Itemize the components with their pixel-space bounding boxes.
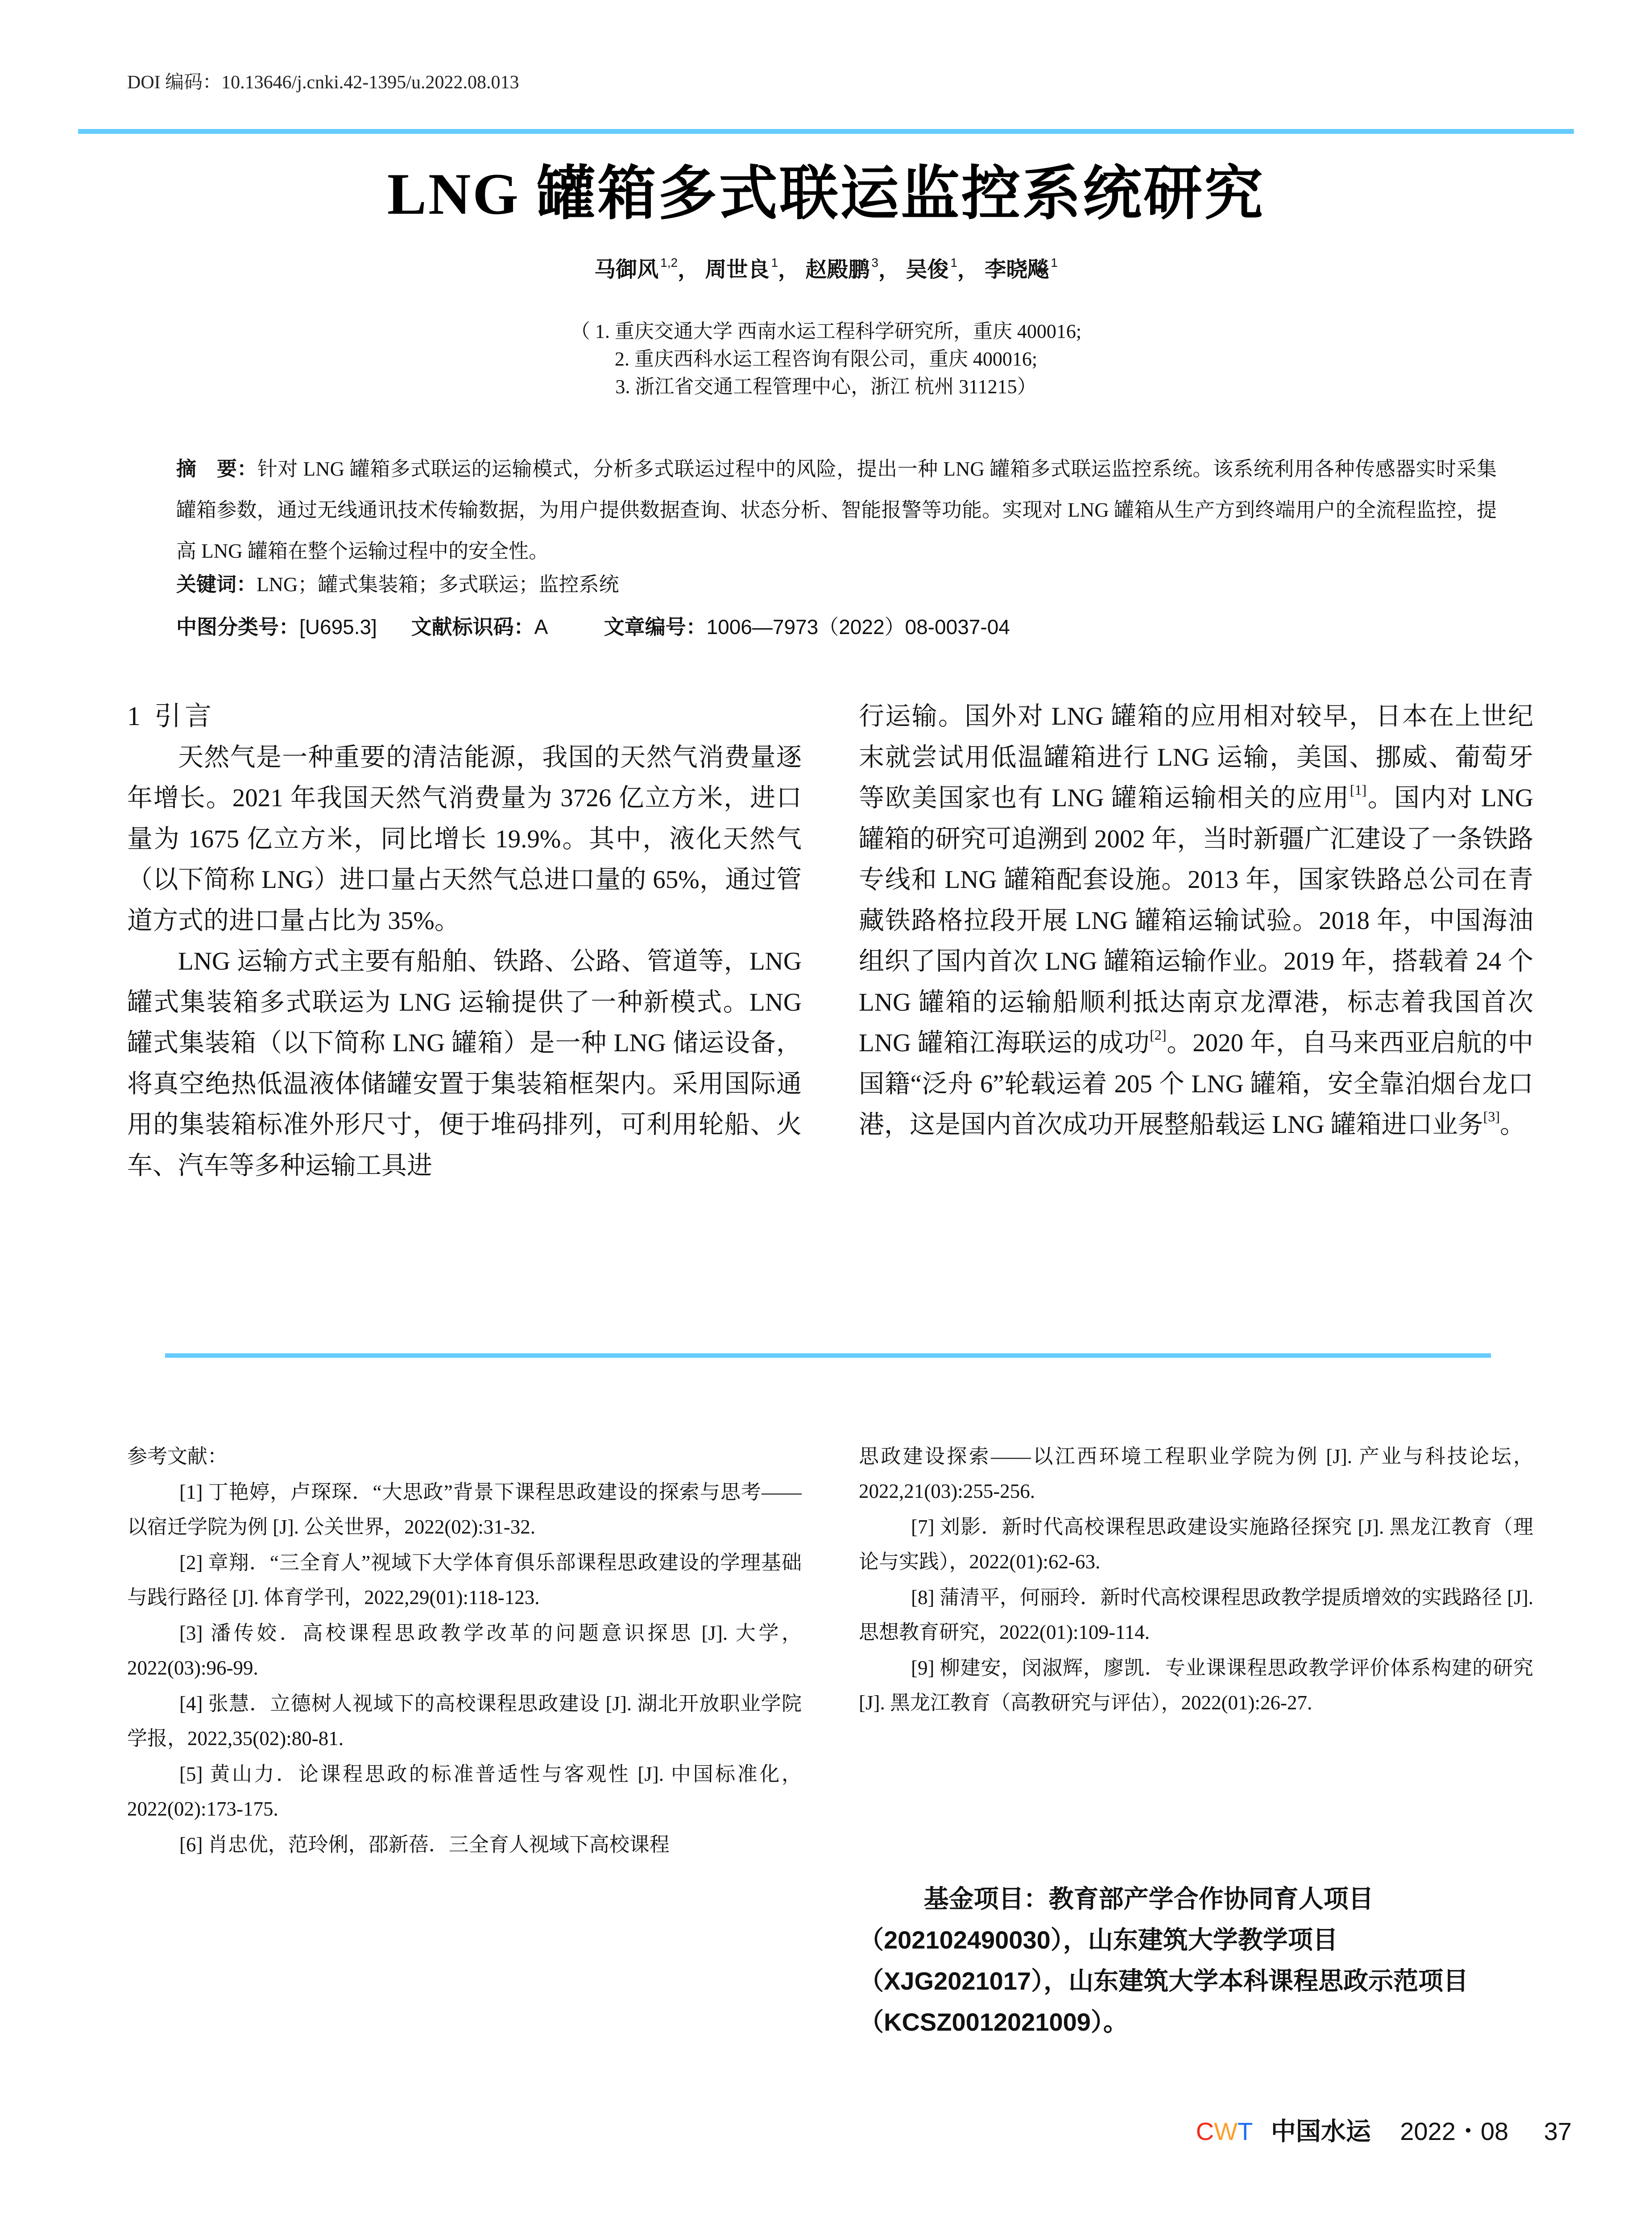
- reference-item-continuation: 思政建设探索——以江西环境工程职业学院为例 [J]. 产业与科技论坛，2022,21(03):255-256.: [859, 1445, 1533, 1502]
- body-paragraph: 行运输。国外对 LNG 罐箱的应用相对较早，日本在上世纪末就尝试用低温罐箱进行 LNG 运输，美国、挪威、葡萄牙等欧美国家也有 LNG 罐箱运输相关的应用[1]。国内对 LNG 罐箱的研究可追溯到 2002 年，当时新疆广汇建设了一条铁路专线和 LNG 罐箱配套设施。2013 年，国家铁路总公司在青藏铁路格拉段开展 LNG 罐箱运输试验。2018 年，中国海油组织了国内首次 LNG 罐箱运输作业。2019 年，搭载着 24 个 LNG 罐箱的运输船顺利抵达南京龙潭港，标志着我国首次 LNG 罐箱江海联运的成功[2]。2020 年，自马来西亚启航的中国籍“泛舟 6”轮载运着 205 个 LNG 罐箱，安全靠泊烟台龙口港，这是国内首次成功开展整船载运 LNG 罐箱进口业务[3]。: [859, 702, 1533, 1139]
- affiliations: [0, 318, 1652, 401]
- citation[interactable]: [2]: [1150, 1027, 1167, 1043]
- reference-item: [6] 肖忠优，范玲俐，邵新蓓．三全育人视域下高校课程: [179, 1833, 670, 1856]
- keywords-label: 关键词：: [176, 573, 257, 596]
- cwt-logo-c: C: [1196, 2117, 1214, 2145]
- section-heading: 1 引言: [127, 701, 215, 731]
- citation[interactable]: [3]: [1483, 1108, 1500, 1124]
- author-list: 马御风 $^{1,2}$， 周世良 $^1$， 赵殿鹏 $^3$， 吴俊 $^1$， 李晓飚 $^1$: [594, 256, 1058, 282]
- affiliation-line: 3. 浙江省交通工程管理中心，浙江 杭州 311215）: [615, 376, 1037, 398]
- fund-project: 基金项目：教育部产学合作协同育人项目（202102490030），山东建筑大学教学项目（XJG2021017），山东建筑大学本科课程思政示范项目（KCSZ0012021009）。: [859, 1885, 1469, 2036]
- author: 马御风 $^{1,2}$: [594, 256, 678, 282]
- top-divider: [78, 129, 1574, 134]
- reference-item: [4] 张慧．立德树人视域下的高校课程思政建设 [J]. 湖北开放职业学院学报，2022,35(02):80-81.: [127, 1692, 802, 1750]
- keywords-text: LNG；罐式集装箱；多式联运；监控系统: [257, 573, 619, 596]
- reference-item: [1] 丁艳婷，卢琛琛．“大思政”背景下课程思政建设的探索与思考——以宿迁学院为例 [J]. 公关世界，2022(02):31-32.: [127, 1481, 802, 1538]
- magazine-name: 中国水运: [1271, 2118, 1371, 2146]
- reference-item: [9] 柳建安，闵淑辉，廖凯．专业课课程思政教学评价体系构建的研究 [J]. 黑龙江教育（高教研究与评估），2022(01):26-27.: [859, 1657, 1533, 1714]
- doc-code-label: 文献标识码：: [411, 615, 534, 639]
- abstract: [176, 448, 1497, 572]
- clc-label: 中图分类号：: [176, 615, 299, 639]
- article-no-value: 1006—7973（2022）08-0037-04: [706, 615, 1010, 639]
- affiliation-line: （ 1. 重庆交通大学 西南水运工程科学研究所，重庆 400016;: [570, 320, 1082, 342]
- reference-item: [2] 章翔．“三全育人”视域下大学体育俱乐部课程思政建设的学理基础与践行路径 [J]. 体育学刊，2022,29(01):118-123.: [127, 1551, 802, 1609]
- page-number: 37: [1544, 2117, 1572, 2145]
- classification-line: [176, 614, 1010, 640]
- citation[interactable]: [1]: [1350, 782, 1367, 798]
- article-no-label: 文章编号：: [604, 615, 707, 639]
- reference-item: [7] 刘影．新时代高校课程思政建设实施路径探究 [J]. 黑龙江教育（理论与实践），2022(01):62-63.: [859, 1516, 1533, 1573]
- body-column-right: [859, 696, 1533, 1145]
- author: 周世良 $^1$: [705, 256, 778, 282]
- doi-line: DOI 编码：10.13646/j.cnki.42-1395/u.2022.08.013: [127, 72, 519, 93]
- author: 赵殿鹏 $^3$: [805, 256, 878, 282]
- references-heading: 参考文献：: [127, 1445, 228, 1468]
- section-divider: [165, 1353, 1491, 1358]
- author: 李晓飚 $^1$: [985, 256, 1058, 282]
- author: 吴俊 $^1$: [906, 256, 957, 282]
- issue-number: 2022・08: [1400, 2117, 1509, 2145]
- cwt-logo-w: W: [1214, 2117, 1238, 2145]
- page-footer: [1196, 2117, 1572, 2146]
- reference-item: [8] 蒲清平，何丽玲．新时代高校课程思政教学提质增效的实践路径 [J]. 思想教育研究，2022(01):109-114.: [859, 1586, 1533, 1643]
- abstract-text: 针对 LNG 罐箱多式联运的运输模式，分析多式联运过程中的风险，提出一种 LNG 罐箱多式联运监控系统。该系统利用各种传感器实时采集罐箱参数，通过无线通讯技术传输数据，为用户提供数据查询、状态分析、智能报警等功能。实现对 LNG 罐箱从生产方到终端用户的全流程监控，提高 LNG 罐箱在整个运输过程中的安全性。: [176, 458, 1497, 562]
- doc-code-value: A: [534, 615, 547, 639]
- body-column-left: [127, 696, 802, 1186]
- article-title: LNG 罐箱多式联运监控系统研究: [387, 161, 1265, 227]
- affiliation-line: 2. 重庆西科水运工程咨询有限公司，重庆 400016;: [614, 348, 1038, 370]
- abstract-label: 摘 要：: [176, 457, 257, 480]
- clc-value: [U695.3]: [299, 615, 377, 639]
- references-left: [127, 1439, 802, 1863]
- reference-item: [3] 潘传姣．高校课程思政教学改革的问题意识探思 [J]. 大学，2022(03):96-99.: [127, 1622, 802, 1679]
- body-paragraph: 天然气是一种重要的清洁能源，我国的天然气消费量逐年增长。2021 年我国天然气消费量为 3726 亿立方米，进口量为 1675 亿立方米，同比增长 19.9%。其中，液化天然气（以下简称 LNG）进口量占天然气总进口量的 65%，通过管道方式的进口量占比为 35%。: [127, 743, 802, 935]
- cwt-logo-t: T: [1237, 2117, 1253, 2145]
- keywords: [176, 571, 619, 598]
- reference-item: [5] 黄山力．论课程思政的标准普适性与客观性 [J]. 中国标准化，2022(02):173-175.: [127, 1763, 802, 1820]
- body-paragraph: LNG 运输方式主要有船舶、铁路、公路、管道等，LNG 罐式集装箱多式联运为 LNG 运输提供了一种新模式。LNG 罐式集装箱（以下简称 LNG 罐箱）是一种 LNG 储运设备，将真空绝热低温液体储罐安置于集装箱框架内。采用国际通用的集装箱标准外形尺寸，便于堆码排列，可利用轮船、火车、汽车等多种运输工具进: [127, 947, 802, 1180]
- references-right: [859, 1439, 1533, 1721]
